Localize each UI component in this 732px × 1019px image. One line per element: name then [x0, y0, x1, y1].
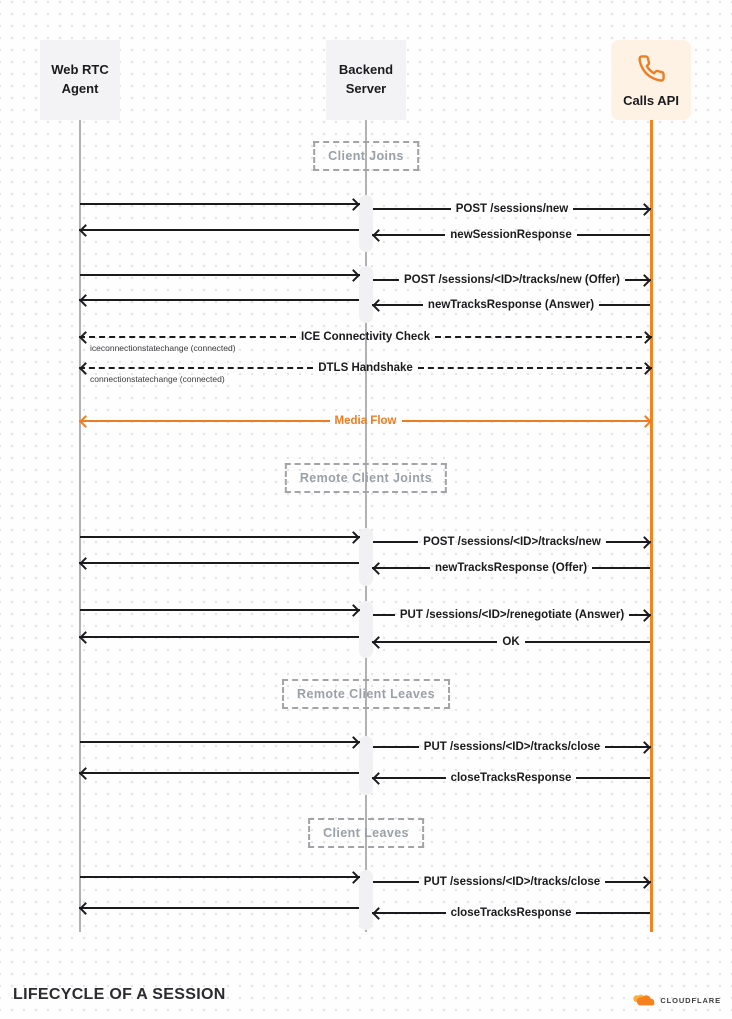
arrowhead-left-icon [79, 224, 92, 237]
message-arrow [373, 606, 650, 624]
actor-label: Backend [338, 62, 394, 78]
message-arrow [80, 868, 359, 886]
arrow-line [373, 881, 419, 883]
message-arrow [80, 266, 359, 284]
arrow-line [79, 367, 313, 369]
message-arrow [80, 221, 359, 239]
arrowhead-right-icon [347, 871, 360, 884]
arrowhead-right-icon [638, 203, 651, 216]
arrow-line [79, 336, 296, 338]
arrowhead-left-icon [372, 562, 385, 575]
arrow-line [402, 420, 653, 422]
arrowhead-right-icon [639, 331, 652, 344]
arrow-line [80, 609, 360, 611]
arrowhead-right-icon [638, 536, 651, 549]
message-arrow [80, 733, 359, 751]
message-label: POST /sessions/<ID>/tracks/new (Offer) [403, 274, 621, 286]
message-arrow [80, 291, 359, 309]
arrow-line [373, 746, 419, 748]
arrowhead-right-icon [638, 876, 651, 889]
arrow-line [373, 614, 395, 616]
arrowhead-right-icon [638, 274, 651, 287]
arrow-line [79, 562, 359, 564]
arrow-line [80, 741, 360, 743]
arrowhead-left-icon [79, 362, 92, 375]
message-arrow [373, 738, 650, 756]
arrowhead-left-icon [79, 294, 92, 307]
arrowhead-right-icon [639, 415, 652, 428]
message-arrow [373, 226, 650, 244]
activation-bar [359, 601, 373, 658]
arrow-line [599, 304, 650, 306]
arrow-line [79, 299, 359, 301]
message-arrow [373, 904, 650, 922]
message-arrow [373, 271, 650, 289]
message-arrow [80, 628, 359, 646]
message-label: newSessionResponse [450, 229, 572, 241]
arrow-line [80, 203, 360, 205]
actor-web-rtc-agent [40, 40, 120, 120]
arrow-line [80, 876, 360, 878]
message-label: PUT /sessions/<ID>/tracks/close [423, 741, 601, 753]
message-arrow [80, 554, 359, 572]
message-label: Media Flow [334, 415, 397, 427]
arrowhead-left-icon [79, 331, 92, 344]
arrowhead-right-icon [347, 531, 360, 544]
event-note: iceconnectionstatechange (connected) [90, 343, 236, 353]
message-label: newTracksResponse (Offer) [434, 562, 588, 574]
arrowhead-left-icon [79, 415, 92, 428]
arrow-line [80, 536, 360, 538]
section-label: Client Leaves [308, 818, 424, 848]
activation-bar [359, 195, 373, 252]
lifeline-web-rtc-agent [79, 120, 81, 932]
phone-icon [637, 54, 666, 83]
arrowhead-left-icon [372, 907, 385, 920]
message-label: closeTracksResponse [450, 907, 572, 919]
message-label: PUT /sessions/<ID>/tracks/close [423, 876, 601, 888]
event-note: connectionstatechange (connected) [90, 374, 225, 384]
arrow-line [79, 772, 359, 774]
actor-backend-server [326, 40, 406, 120]
cloudflare-cloud-icon [630, 993, 657, 1007]
arrow-line [79, 636, 359, 638]
message-arrow [373, 873, 650, 891]
message-arrow [80, 195, 359, 213]
arrow-line [577, 234, 650, 236]
actor-label: Calls API [623, 93, 679, 108]
section-label: Client Joins [313, 141, 419, 171]
message-label: closeTracksResponse [450, 772, 572, 784]
activation-bar [359, 870, 373, 930]
arrow-line [79, 229, 359, 231]
actor-label: Web RTC [51, 62, 109, 78]
message-arrow [80, 899, 359, 917]
message-label: OK [502, 636, 520, 648]
arrow-line [79, 420, 330, 422]
message-arrow [373, 769, 650, 787]
message-arrow [80, 764, 359, 782]
activation-bar [359, 528, 373, 586]
arrow-line [592, 567, 650, 569]
section-label: Remote Client Leaves [282, 679, 450, 709]
arrowhead-right-icon [638, 609, 651, 622]
arrowhead-left-icon [79, 902, 92, 915]
arrowhead-right-icon [347, 736, 360, 749]
page-title: LIFECYCLE OF A SESSION [13, 986, 226, 1003]
activation-bar [359, 266, 373, 323]
arrowhead-right-icon [639, 362, 652, 375]
arrowhead-right-icon [347, 604, 360, 617]
arrow-line [418, 367, 652, 369]
message-arrow [80, 528, 359, 546]
message-arrow [373, 200, 650, 218]
arrowhead-left-icon [79, 557, 92, 570]
section-label: Remote Client Joints [285, 463, 447, 493]
arrowhead-left-icon [79, 631, 92, 644]
message-label: POST /sessions/<ID>/tracks/new [423, 536, 601, 548]
actor-calls-api [611, 40, 691, 120]
actor-label: Agent [61, 81, 99, 96]
arrowhead-right-icon [638, 741, 651, 754]
arrow-line [373, 208, 451, 210]
arrowhead-right-icon [347, 198, 360, 211]
message-arrow [373, 633, 650, 651]
arrowhead-left-icon [372, 299, 385, 312]
arrowhead-left-icon [372, 772, 385, 785]
message-arrow [373, 533, 650, 551]
message-arrow [373, 296, 650, 314]
message-label: PUT /sessions/<ID>/renegotiate (Answer) [399, 609, 625, 621]
message-label: POST /sessions/new [455, 203, 569, 215]
activation-bar [359, 736, 373, 795]
message-label: newTracksResponse (Answer) [427, 299, 595, 311]
arrowhead-left-icon [372, 636, 385, 649]
arrow-line [525, 641, 650, 643]
arrow-line [373, 541, 418, 543]
cloudflare-wordmark: CLOUDFLARE [660, 995, 721, 1005]
actor-label: Server [345, 81, 387, 96]
arrow-line [435, 336, 652, 338]
message-arrow [80, 601, 359, 619]
arrowhead-left-icon [372, 229, 385, 242]
message-label: ICE Connectivity Check [300, 331, 431, 343]
arrowhead-left-icon [79, 767, 92, 780]
arrow-line [372, 641, 497, 643]
message-arrow [373, 559, 650, 577]
cloudflare-logo [630, 993, 721, 1007]
arrow-line [576, 777, 650, 779]
arrow-line [79, 907, 359, 909]
message-arrow [80, 412, 651, 430]
arrowhead-right-icon [347, 269, 360, 282]
arrow-line [80, 274, 360, 276]
message-label: DTLS Handshake [318, 362, 413, 374]
arrow-line [373, 279, 399, 281]
arrow-line [576, 912, 650, 914]
